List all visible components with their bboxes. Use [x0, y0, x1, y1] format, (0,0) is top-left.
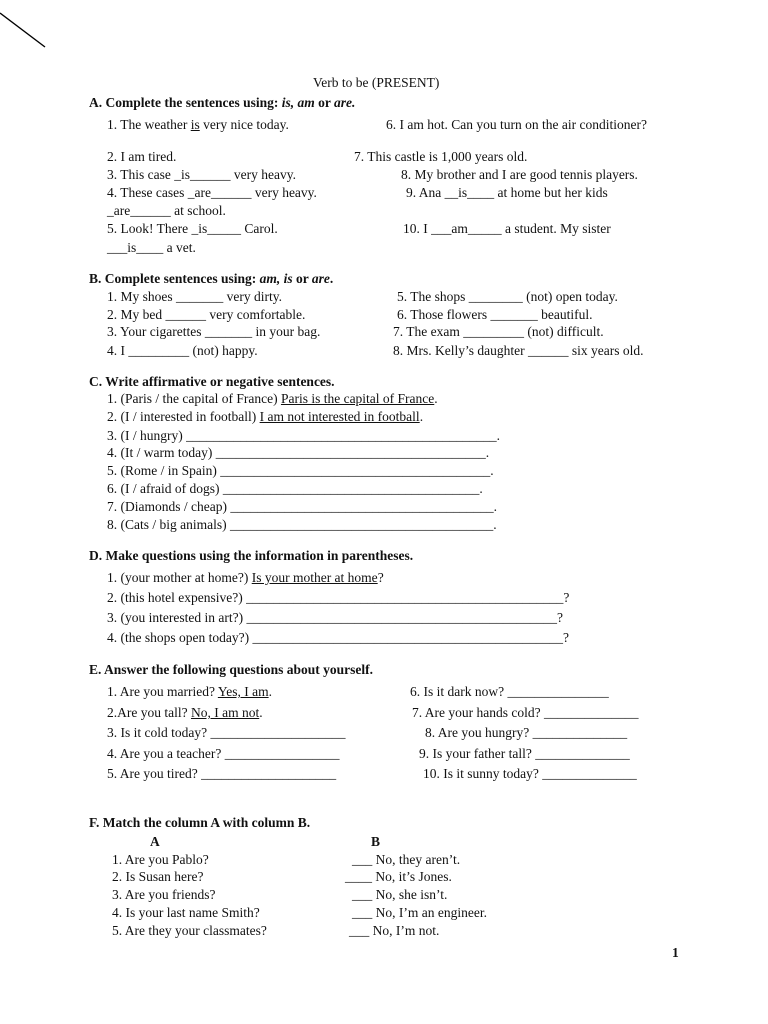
e-item-9: 9. Is your father tall? ______________	[419, 746, 630, 761]
b-item-3: 3. Your cigarettes _______ in your bag.	[107, 324, 321, 339]
c-item-8: 8. (Cats / big animals) _______________________________________.	[107, 517, 497, 532]
a-item-4-continued: _are______ at school.	[107, 203, 226, 218]
b-item-8: 8. Mrs. Kelly’s daughter ______ six years old.	[393, 343, 644, 358]
e-item-7: 7. Are your hands cold? ______________	[412, 705, 639, 720]
b-item-7: 7. The exam _________ (not) difficult.	[393, 324, 604, 339]
d-item-3: 3. (you interested in art?) ______________________________________________?	[107, 610, 563, 625]
corner-fold-line	[0, 0, 60, 60]
section-b-heading: B. Complete sentences using: am, is or are.	[89, 271, 334, 286]
c-item-7: 7. (Diamonds / cheap) _______________________________________.	[107, 499, 497, 514]
f-question-3: 3. Are you friends?	[112, 887, 216, 902]
section-f-heading: F. Match the column A with column B.	[89, 815, 311, 830]
b-item-1: 1. My shoes _______ very dirty.	[107, 289, 282, 304]
d-item-2: 2. (this hotel expensive?) _______________________________________________?	[107, 590, 570, 605]
d-item-1: 1. (your mother at home?) Is your mother at home?	[107, 570, 384, 585]
a-item-9: 9. Ana __is____ at home but her kids	[406, 185, 608, 200]
e-item-2: 2.Are you tall? No, I am not.	[107, 705, 263, 720]
a-item-10: 10. I ___am_____ a student. My sister	[403, 221, 611, 236]
a-item-8: 8. My brother and I are good tennis players.	[401, 167, 638, 182]
f-question-4: 4. Is your last name Smith?	[112, 905, 260, 920]
page-title: Verb to be (PRESENT)	[313, 75, 440, 90]
section-e-heading: E. Answer the following questions about yourself.	[89, 662, 374, 677]
c-item-1: 1. (Paris / the capital of France) Paris is the capital of France.	[107, 391, 438, 406]
b-item-4: 4. I _________ (not) happy.	[107, 343, 258, 358]
f-answer-1: ___ No, they aren’t.	[352, 852, 461, 867]
column-b-label: B	[371, 834, 381, 849]
f-answer-4: ___ No, I’m an engineer.	[352, 905, 487, 920]
e-item-1: 1. Are you married? Yes, I am.	[107, 684, 272, 699]
section-a-heading: A. Complete the sentences using: is, am or are.	[89, 95, 356, 110]
e-item-4: 4. Are you a teacher? _________________	[107, 746, 340, 761]
d-item-4: 4. (the shops open today?) ______________________________________________?	[107, 630, 569, 645]
f-question-5: 5. Are they your classmates?	[112, 923, 267, 938]
c-item-5: 5. (Rome / in Spain) ________________________________________.	[107, 463, 494, 478]
b-item-2: 2. My bed ______ very comfortable.	[107, 307, 306, 322]
b-item-5: 5. The shops ________ (not) open today.	[397, 289, 618, 304]
c-item-6: 6. (I / afraid of dogs) ______________________________________.	[107, 481, 483, 496]
a-item-6: 6. I am hot. Can you turn on the air conditioner?	[386, 117, 647, 132]
e-item-5: 5. Are you tired? ____________________	[107, 766, 337, 781]
section-c-heading: C. Write affirmative or negative sentences.	[89, 374, 335, 389]
e-item-10: 10. Is it sunny today? ______________	[423, 766, 637, 781]
a-item-2: 2. I am tired.	[107, 149, 177, 164]
a-item-5: 5. Look! There _is_____ Carol.	[107, 221, 278, 236]
f-answer-3: ___ No, she isn’t.	[352, 887, 448, 902]
a-item-4: 4. These cases _are______ very heavy.	[107, 185, 317, 200]
c-item-2: 2. (I / interested in football) I am not interested in football.	[107, 409, 424, 424]
a-item-5-continued: ___is____ a vet.	[107, 240, 196, 255]
a-item-3: 3. This case _is______ very heavy.	[107, 167, 296, 182]
f-answer-5: ___ No, I’m not.	[349, 923, 440, 938]
b-item-6: 6. Those flowers _______ beautiful.	[397, 307, 593, 322]
c-item-4: 4. (It / warm today) ________________________________________.	[107, 445, 490, 460]
column-a-label: A	[150, 834, 160, 849]
c-item-3: 3. (I / hungry) ______________________________________________.	[107, 428, 500, 443]
page-number: 1	[672, 945, 679, 960]
a-item-7: 7. This castle is 1,000 years old.	[354, 149, 528, 164]
section-d-heading: D. Make questions using the information in parentheses.	[89, 548, 414, 563]
e-item-3: 3. Is it cold today? ____________________	[107, 725, 346, 740]
e-item-6: 6. Is it dark now? _______________	[410, 684, 609, 699]
a-item-1: 1. The weather is very nice today.	[107, 117, 289, 132]
e-item-8: 8. Are you hungry? ______________	[425, 725, 628, 740]
f-question-2: 2. Is Susan here?	[112, 869, 204, 884]
f-answer-2: ____ No, it’s Jones.	[345, 869, 452, 884]
f-question-1: 1. Are you Pablo?	[112, 852, 209, 867]
